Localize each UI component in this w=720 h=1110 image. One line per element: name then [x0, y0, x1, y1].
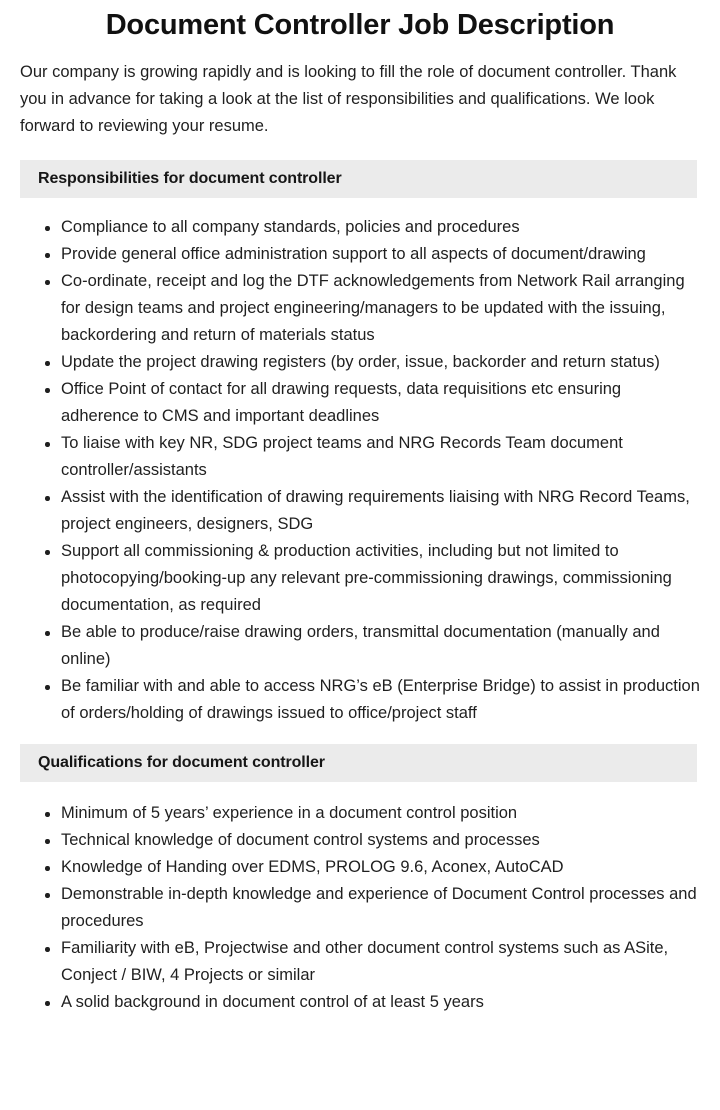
- list-item: Update the project drawing registers (by order, issue, backorder and return status): [45, 349, 700, 376]
- list-item: Assist with the identification of drawing requirements liaising with NRG Record Teams, project engineers, designers, SDG: [45, 484, 700, 538]
- qualifications-list: [0, 782, 720, 1016]
- list-item: Be familiar with and able to access NRG’s eB (Enterprise Bridge) to assist in production of orders/holding of drawings issued to office/project staff: [45, 673, 700, 727]
- list-item: Be able to produce/raise drawing orders, transmittal documentation (manually and online): [45, 619, 700, 673]
- section-qualifications: [0, 744, 720, 1016]
- list-item: Technical knowledge of document control systems and processes: [45, 827, 700, 854]
- section-header-responsibilities: [20, 160, 697, 198]
- list-item: Support all commissioning & production activities, including but not limited to photocopying/booking-up any relevant pre-commissioning drawings, commissioning documentation, as required: [45, 538, 700, 619]
- intro-paragraph: Our company is growing rapidly and is looking to fill the role of document controller. Thank you in advance for taking a look at the list of responsibilities and qualifications. We look forward to reviewing your resume.: [20, 63, 677, 135]
- list-item: Co-ordinate, receipt and log the DTF acknowledgements from Network Rail arranging for design teams and project engineering/managers to be updated with the issuing, backordering and return of materials status: [45, 268, 700, 349]
- section-heading-label: Responsibilities for document controller: [38, 170, 342, 187]
- section-heading-label: Qualifications for document controller: [38, 754, 325, 771]
- list-item: Minimum of 5 years’ experience in a document control position: [45, 800, 700, 827]
- list-item: To liaise with key NR, SDG project teams and NRG Records Team document controller/assistants: [45, 430, 700, 484]
- list-item: Provide general office administration support to all aspects of document/drawing: [45, 241, 700, 268]
- list-item: A solid background in document control of at least 5 years: [45, 989, 700, 1016]
- section-responsibilities: [0, 160, 720, 727]
- list-item: Demonstrable in-depth knowledge and experience of Document Control processes and procedures: [45, 881, 700, 935]
- page-title: Document Controller Job Description: [105, 9, 615, 41]
- list-item: Office Point of contact for all drawing requests, data requisitions etc ensuring adherence to CMS and important deadlines: [45, 376, 700, 430]
- list-item: Familiarity with eB, Projectwise and other document control systems such as ASite, Conject / BIW, 4 Projects or similar: [45, 935, 700, 989]
- list-item: Compliance to all company standards, policies and procedures: [45, 214, 700, 241]
- responsibilities-list: [0, 198, 720, 727]
- section-header-qualifications: [20, 744, 697, 782]
- list-item: Knowledge of Handing over EDMS, PROLOG 9.6, Aconex, AutoCAD: [45, 854, 700, 881]
